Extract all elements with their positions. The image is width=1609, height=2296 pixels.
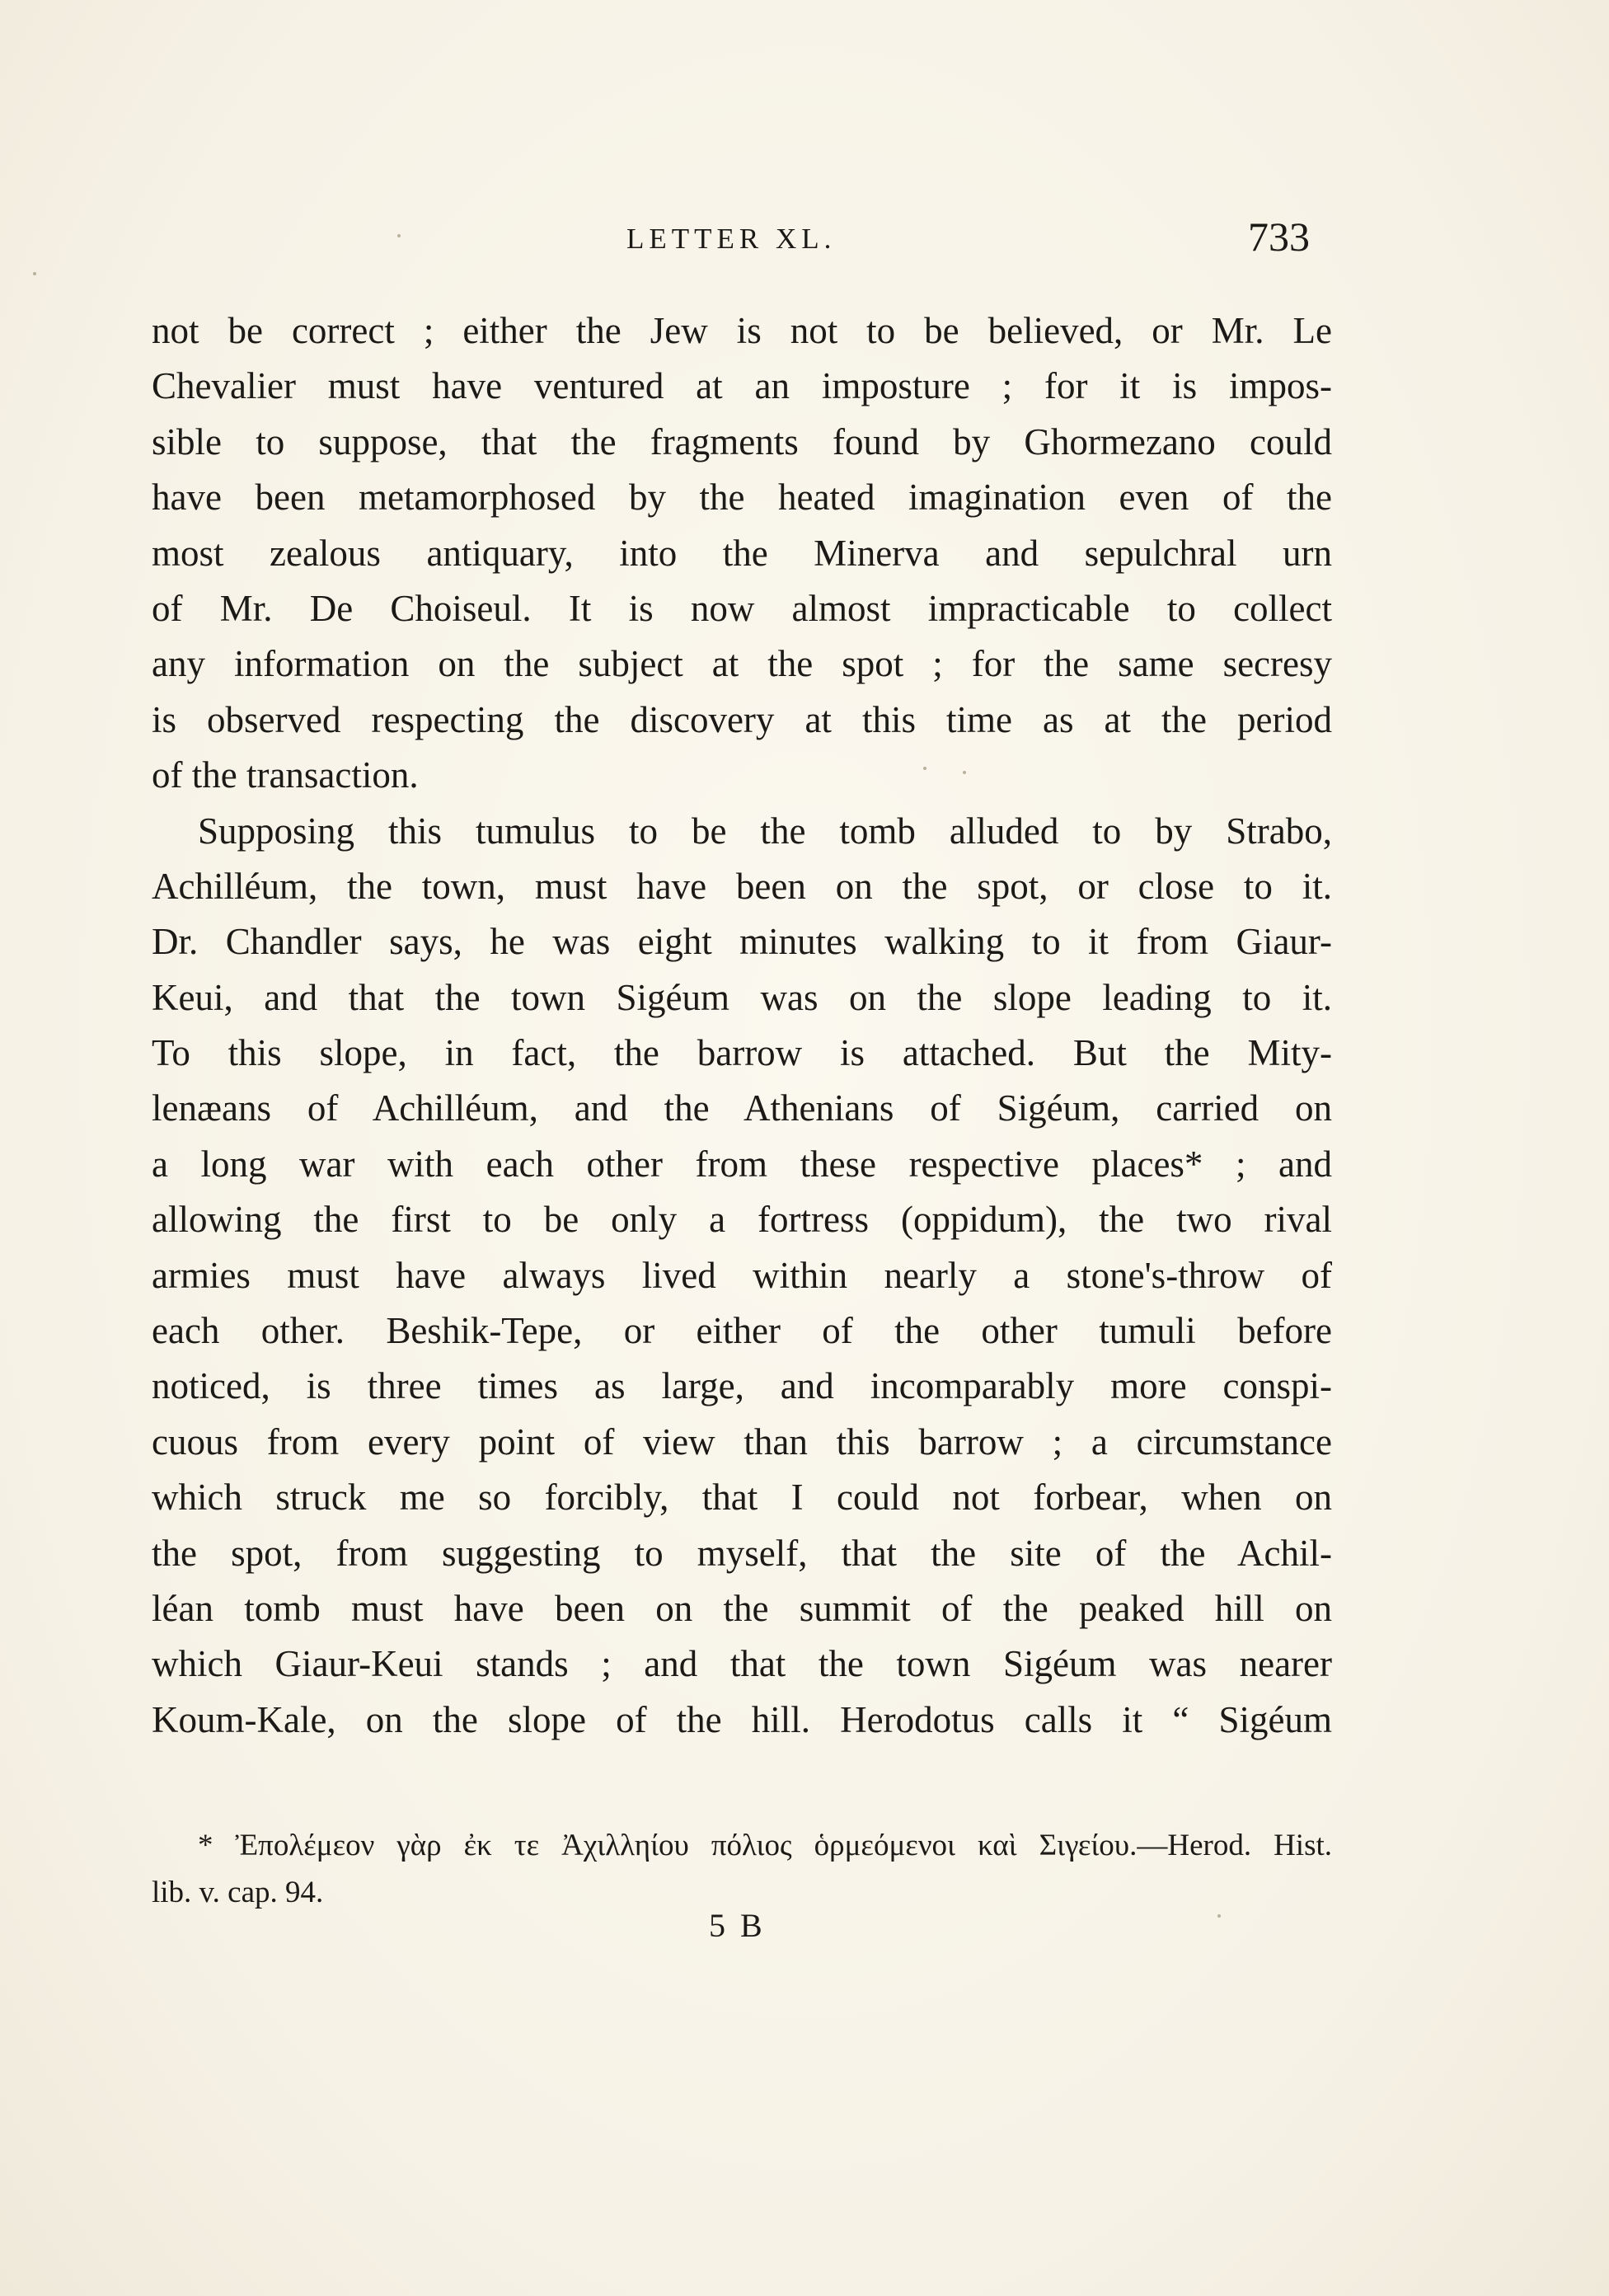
text-line: not be correct ; either the Jew is not to be believed, or Mr. Le [152, 310, 1332, 351]
paper-speck [1217, 1914, 1221, 1918]
text-line: which Giaur-Keui stands ; and that the town Sigéum was nearer [152, 1643, 1332, 1685]
text-line: of Mr. De Choiseul. It is now almost impracticable to collect [152, 587, 1332, 629]
text-line: léan tomb must have been on the summit of the peaked hill on [152, 1587, 1332, 1629]
text-line: have been metamorphosed by the heated imagination even of the [152, 477, 1332, 519]
footnote-line: * Ἐπολέμεον γὰρ ἐκ τε Ἀχιλληίου πόλιος ὁρμεόμενοι καὶ Σιγείου.—Herod. Hist. [198, 1829, 1332, 1862]
page-number: 733 [1248, 214, 1310, 260]
text-line: any information on the subject at the spot ; for the same secresy [152, 643, 1332, 685]
text-line: is observed respecting the discovery at this time as at the period [152, 698, 1332, 740]
running-title: LETTER XL. [626, 223, 837, 255]
text-line: To this slope, in fact, the barrow is attached. But the Mity- [152, 1032, 1332, 1074]
text-line: which struck me so forcibly, that I could not forbear, when on [152, 1477, 1332, 1519]
footnote [152, 1822, 1332, 1916]
text-line: most zealous antiquary, into the Minerva and sepulchral urn [152, 532, 1332, 574]
text-line: armies must have always lived within nearly a stone's-throw of [152, 1254, 1332, 1296]
text-line: a long war with each other from these respective places* ; and [152, 1143, 1332, 1185]
text-line: Keui, and that the town Sigéum was on the slope leading to it. [152, 976, 1332, 1018]
text-line: Supposing this tumulus to be the tomb alluded to by Strabo, [198, 810, 1332, 852]
text-line: Chevalier must have ventured at an imposture ; for it is impos- [152, 365, 1332, 407]
text-line: noticed, is three times as large, and incomparably more conspi- [152, 1365, 1332, 1407]
text-line: of the transaction. [152, 754, 419, 796]
body-text [152, 303, 1332, 1748]
paper-speck [33, 272, 36, 275]
text-line: allowing the first to be only a fortress (oppidum), the two rival [152, 1199, 1332, 1241]
paper-speck [397, 234, 401, 237]
text-line: each other. Beshik-Tepe, or either of the other tumuli before [152, 1310, 1332, 1352]
text-line: sible to suppose, that the fragments found by Ghormezano could [152, 420, 1332, 462]
text-line: Koum-Kale, on the slope of the hill. Herodotus calls it “ Sigéum [152, 1698, 1332, 1740]
signature-mark: 5 B [709, 1907, 766, 1944]
text-line: cuous from every point of view than this barrow ; a circumstance [152, 1420, 1332, 1463]
footnote-line: lib. v. cap. 94. [152, 1876, 324, 1909]
paper-speck [923, 767, 926, 770]
text-line: lenæans of Achilléum, and the Athenians of Sigéum, carried on [152, 1087, 1332, 1129]
text-line: Achilléum, the town, must have been on the spot, or close to it. [152, 865, 1332, 907]
text-line: Dr. Chandler says, he was eight minutes walking to it from Giaur- [152, 921, 1332, 963]
text-line: the spot, from suggesting to myself, that the site of the Achil- [152, 1532, 1332, 1574]
paper-speck [963, 771, 966, 774]
